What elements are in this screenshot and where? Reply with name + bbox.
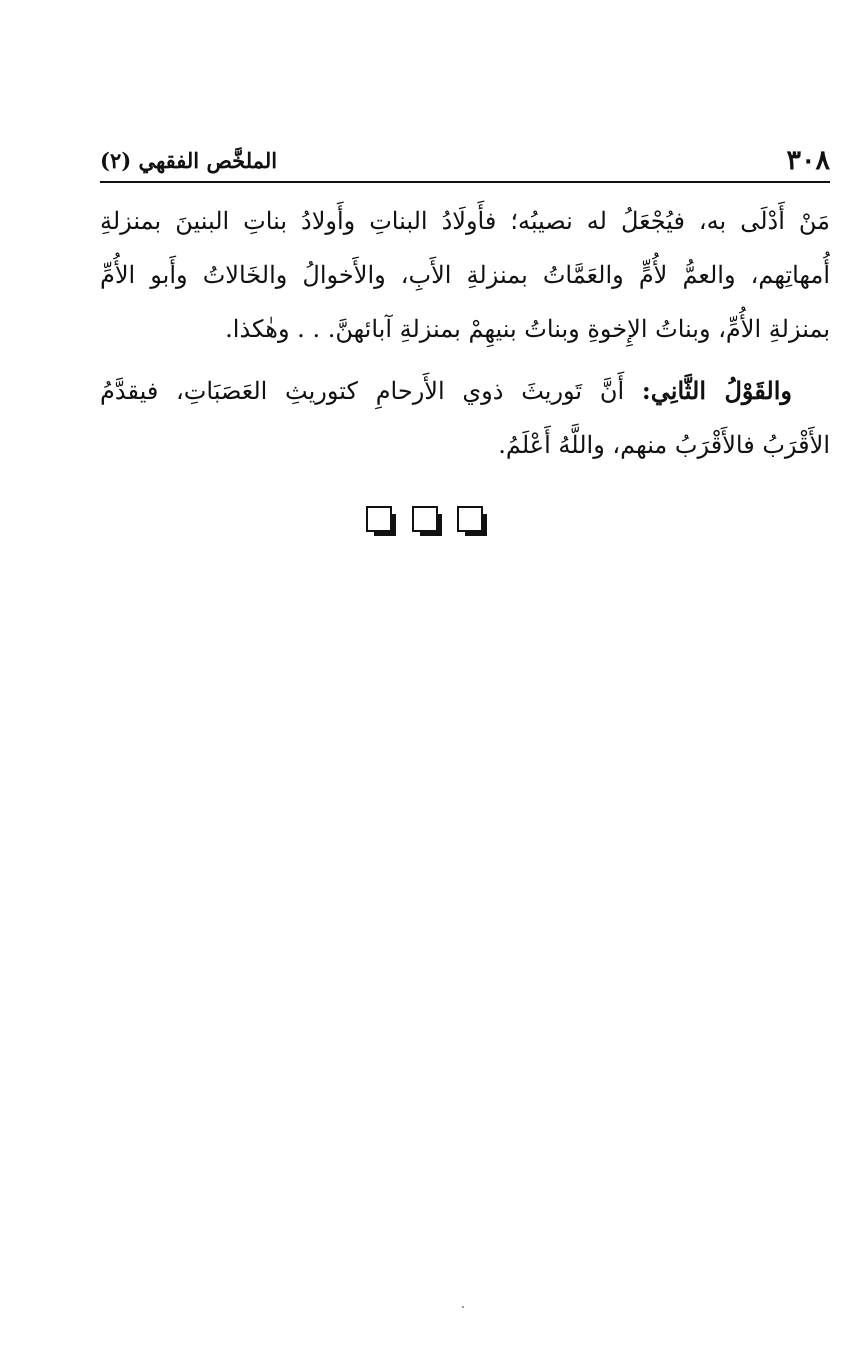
shadowed-square-icon (457, 506, 483, 532)
header-rule (100, 181, 830, 183)
text-line: أُمهاتِهم، والعمُّ لأُمٍّ والعَمَّاتُ بمنزلةِ الأَبِ، والأَخوالُ والخَالاتُ وأَبو الأُمِّ (100, 261, 830, 289)
scan-speck (462, 1306, 464, 1308)
text-line (100, 364, 830, 418)
text-line: مَنْ أَدْلَى به، فيُجْعَلُ له نصيبُه؛ فأَولَادُ البناتِ وأَولادُ بناتِ البنينَ بمنزلةِ (100, 207, 830, 235)
paragraph-second-opinion (100, 364, 830, 472)
second-opinion-heading: والقَوْلُ الثَّانِي: (641, 376, 792, 405)
text-line-content: أَنَّ تَوريثَ ذوي الأَرحامِ كتوريثِ العَصَبَاتِ، فيقدَّمُ (100, 377, 625, 405)
text-line: بمنزلةِ الأُمِّ، وبناتُ الإِخوةِ وبناتُ بنيهِمْ بمنزلةِ آبائهنَّ. . . وهٰكذا. (225, 315, 830, 343)
section-end-ornament (0, 506, 849, 540)
text-line: الأَقْرَبُ فالأَقْرَبُ منهم، واللَّهُ أَعْلَمُ. (498, 431, 830, 459)
paragraph-first (100, 194, 830, 356)
paragraph-gap (100, 356, 830, 364)
page-number: ٣٠٨ (786, 145, 830, 176)
shadowed-square-icon (412, 506, 438, 532)
running-title: الملخَّص الفقهي (٢) (100, 148, 278, 173)
page-header (100, 143, 830, 179)
page-body (100, 194, 830, 472)
shadowed-square-icon (366, 506, 392, 532)
